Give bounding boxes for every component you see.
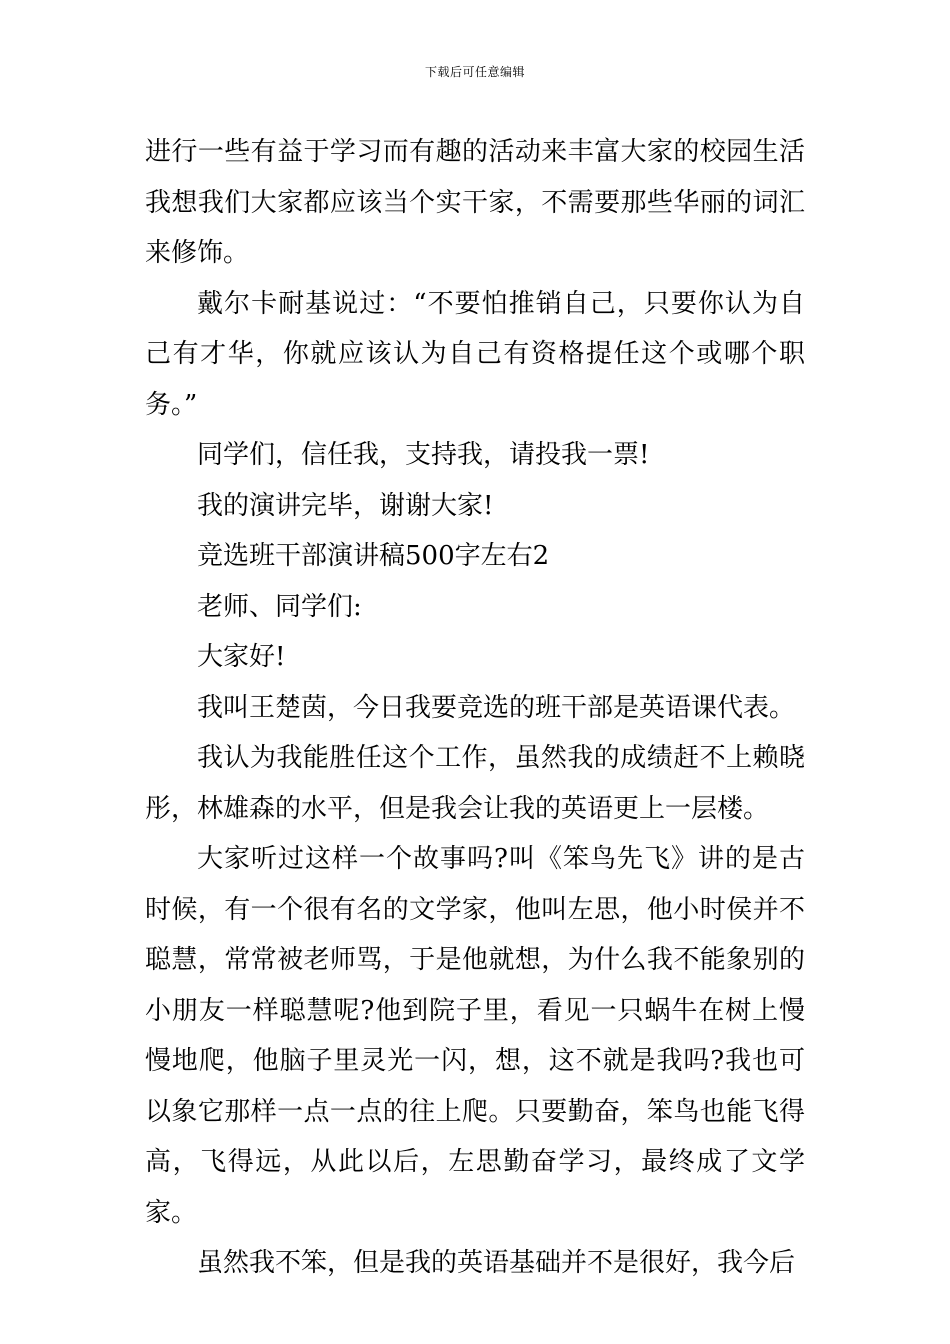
paragraph-10: 大家听过这样一个故事吗?叫《笨鸟先飞》讲的是古时候，有一个很有名的文学家，他叫左思，他小时侯并不聪慧，常常被老师骂，于是他就想，为什么我不能象别的小朋友一样聪慧呢?他到院子里，看见一只蜗牛在树上慢慢地爬，他脑子里灵光一闪，想，这不就是我吗?我也可以象它那样一点一点的往上爬。只要勤奋，笨鸟也能飞得高，飞得远，从此以后，左思勤奋学习，最终成了文学家。	[145, 844, 805, 1228]
paragraph-9: 我认为我能胜任这个工作，虽然我的成绩赶不上赖晓彤，林雄森的水平，但是我会让我的英语更上一层楼。	[145, 743, 805, 824]
paragraph-8: 我叫王楚茵，今日我要竞选的班干部是英语课代表。	[197, 692, 796, 723]
page-header: 下载后可任意编辑	[424, 65, 525, 79]
paragraph-4: 我的演讲完毕，谢谢大家!	[197, 490, 494, 521]
document-body	[145, 127, 805, 1289]
paragraph-1: 进行一些有益于学习而有趣的活动来丰富大家的校园生活我想我们大家都应该当个实干家，不需要那些华丽的词汇来修饰。	[145, 137, 805, 268]
paragraph-3: 同学们，信任我，支持我，请投我一票!	[197, 440, 650, 470]
greeting: 大家好!	[197, 642, 286, 672]
paragraph-11: 虽然我不笨，但是我的英语基础并不是很好，我今后	[197, 1248, 796, 1278]
salutation: 老师、同学们:	[197, 591, 362, 622]
paragraph-2: 戴尔卡耐基说过：“不要怕推销自己，只要你认为自己有才华，你就应该认为自己有资格提任这个或哪个职务。”	[145, 288, 805, 420]
section-title: 竞选班干部演讲稿500字左右2	[197, 541, 550, 571]
